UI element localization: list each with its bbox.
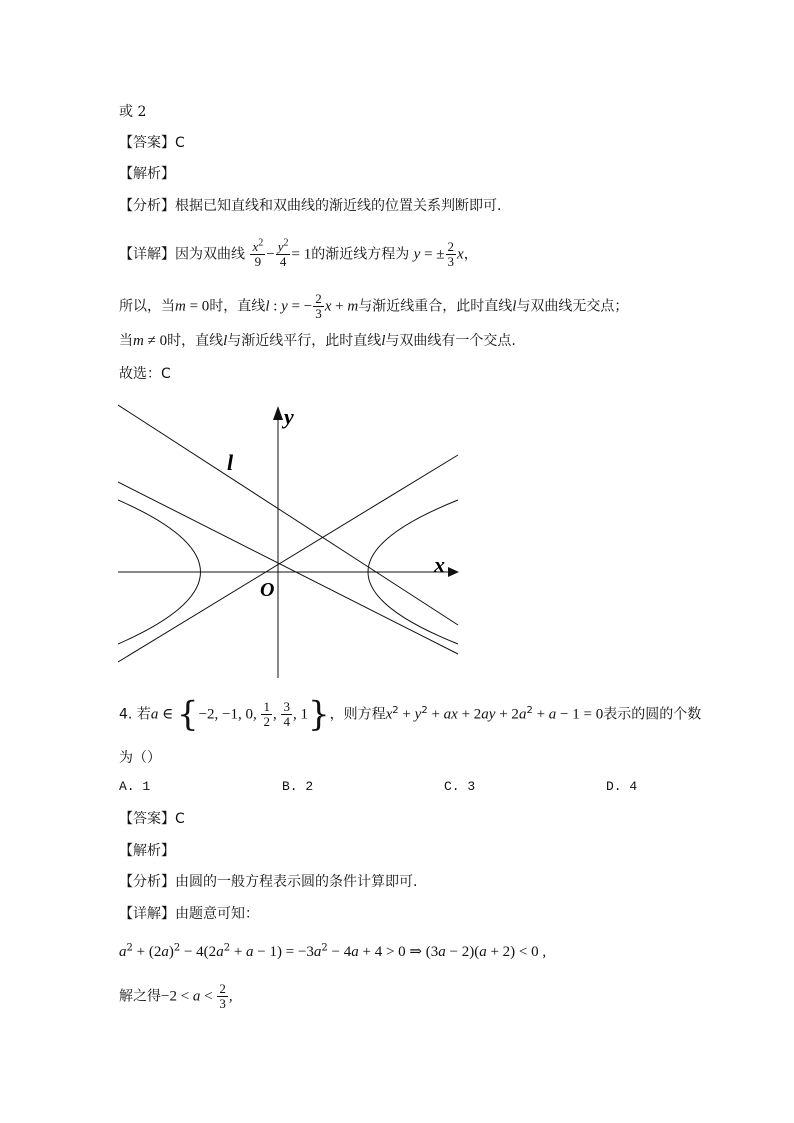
q4-text-a: ，则方程 — [329, 706, 386, 723]
y-axis-label: y — [284, 404, 294, 429]
detail-line-1: 【详解】因为双曲线 $\frac{x^2}{9}$ − $\frac{y^2}{4}$ = 1的渐近线方程为 y = ± $\frac{2}{3}$ x， — [119, 237, 478, 269]
line-l-label: l — [227, 450, 234, 475]
line2-text-b: 时，直线 — [209, 298, 266, 315]
q4-discriminant-line: $a^2 + (2a)^2 - 4(2a^2 + a - 1) = -3a^2 - 4a + 4 > 0$ ⇒ (3a − 2)(a + 2) < 0 , — [119, 942, 547, 960]
line3-text-c: 与渐近线平行，此时直线 — [227, 333, 382, 349]
x-axis-label: x — [434, 552, 445, 577]
line2-text-c: 与渐近线重合，此时直线 — [358, 298, 513, 315]
origin-label: O — [260, 579, 275, 601]
q4-detail-label: 【详解】由题意可知： — [119, 906, 259, 922]
detail-text-2: 的渐近线方程为 — [311, 246, 410, 263]
line-l — [118, 405, 458, 625]
question-4-stem: 4. 若a ∈ {−2, −1, 0, $\frac{1}{2}$ , $\frac{3}{4}$ , 1}，则方程$x^2 + y^2$ + ax + $2ay + 2a^2 + a - 1 = 0$表示的圆的个数 — [119, 694, 702, 735]
question-4-stem-line2: 为（） — [119, 750, 161, 766]
choice-line: 故选：C — [119, 366, 171, 382]
detail-line-3: 当m ≠ 0时，直线l与渐近线平行，此时直线l与双曲线有一个交点. — [119, 333, 516, 349]
detail-text-3: ， — [463, 246, 478, 263]
q4-text-b: 表示的圆的个数 — [603, 706, 702, 723]
option-a: A. 1 — [119, 779, 151, 794]
fraction-2-3-c: $\frac{2}{3}$ — [219, 981, 226, 1011]
answer-label: 【答案】C — [119, 135, 185, 151]
hyperbola-graph — [118, 400, 463, 680]
q4-number: 4. 若 — [119, 706, 151, 723]
line2-text-a: 所以，当 — [119, 298, 175, 315]
detail-label: 【详解】 — [119, 246, 175, 263]
line3-text-d: 与双曲线有一个交点. — [385, 333, 516, 349]
fraction-y2-4: $\frac{y^2}{4}$ — [277, 237, 289, 269]
q4-analysis-summary: 【分析】由圆的一般方程表示圆的条件计算即可. — [119, 874, 418, 890]
asymptote-positive — [118, 455, 458, 662]
line3-text-a: 当 — [119, 333, 133, 349]
q4-solve-text: 解之得 — [119, 988, 161, 1005]
line3-text-b: 时，直线 — [167, 333, 224, 349]
x-axis-arrow — [448, 567, 459, 577]
q4-analysis-heading: 【解析】 — [119, 843, 175, 859]
q4-answer-label: 【答案】C — [119, 811, 185, 827]
fraction-3-4: $\frac{3}{4}$ — [283, 699, 290, 729]
y-axis-arrow — [273, 406, 283, 420]
option-b: B. 2 — [282, 779, 314, 794]
fraction-1-2: $\frac{1}{2}$ — [263, 699, 270, 729]
asymptote-negative — [118, 482, 458, 654]
line2-text-d: 与双曲线无交点； — [516, 298, 629, 315]
fraction-2-3: $\frac{2}{3}$ — [447, 239, 455, 269]
analysis-heading: 【解析】 — [119, 166, 175, 182]
prev-answer-tail: 或 2 — [119, 104, 147, 120]
detail-text: 因为双曲线 — [175, 246, 245, 263]
fraction-x2-9: $\frac{x^2}{9}$ — [252, 237, 264, 269]
detail-line-2: 所以，当m = 0时，直线l : y = − $\frac{2}{3}$ x + m与渐近线重合，此时直线l与双曲线无交点； — [119, 291, 629, 321]
option-c: C. 3 — [444, 779, 476, 794]
analysis-summary: 【分析】根据已知直线和双曲线的渐近线的位置关系判断即可. — [119, 198, 502, 214]
fraction-2-3-b: $\frac{2}{3}$ — [315, 291, 322, 321]
q4-solution-line: 解之得−2 < a < $\frac{2}{3}$ , — [119, 981, 233, 1011]
option-d: D. 4 — [606, 779, 638, 794]
